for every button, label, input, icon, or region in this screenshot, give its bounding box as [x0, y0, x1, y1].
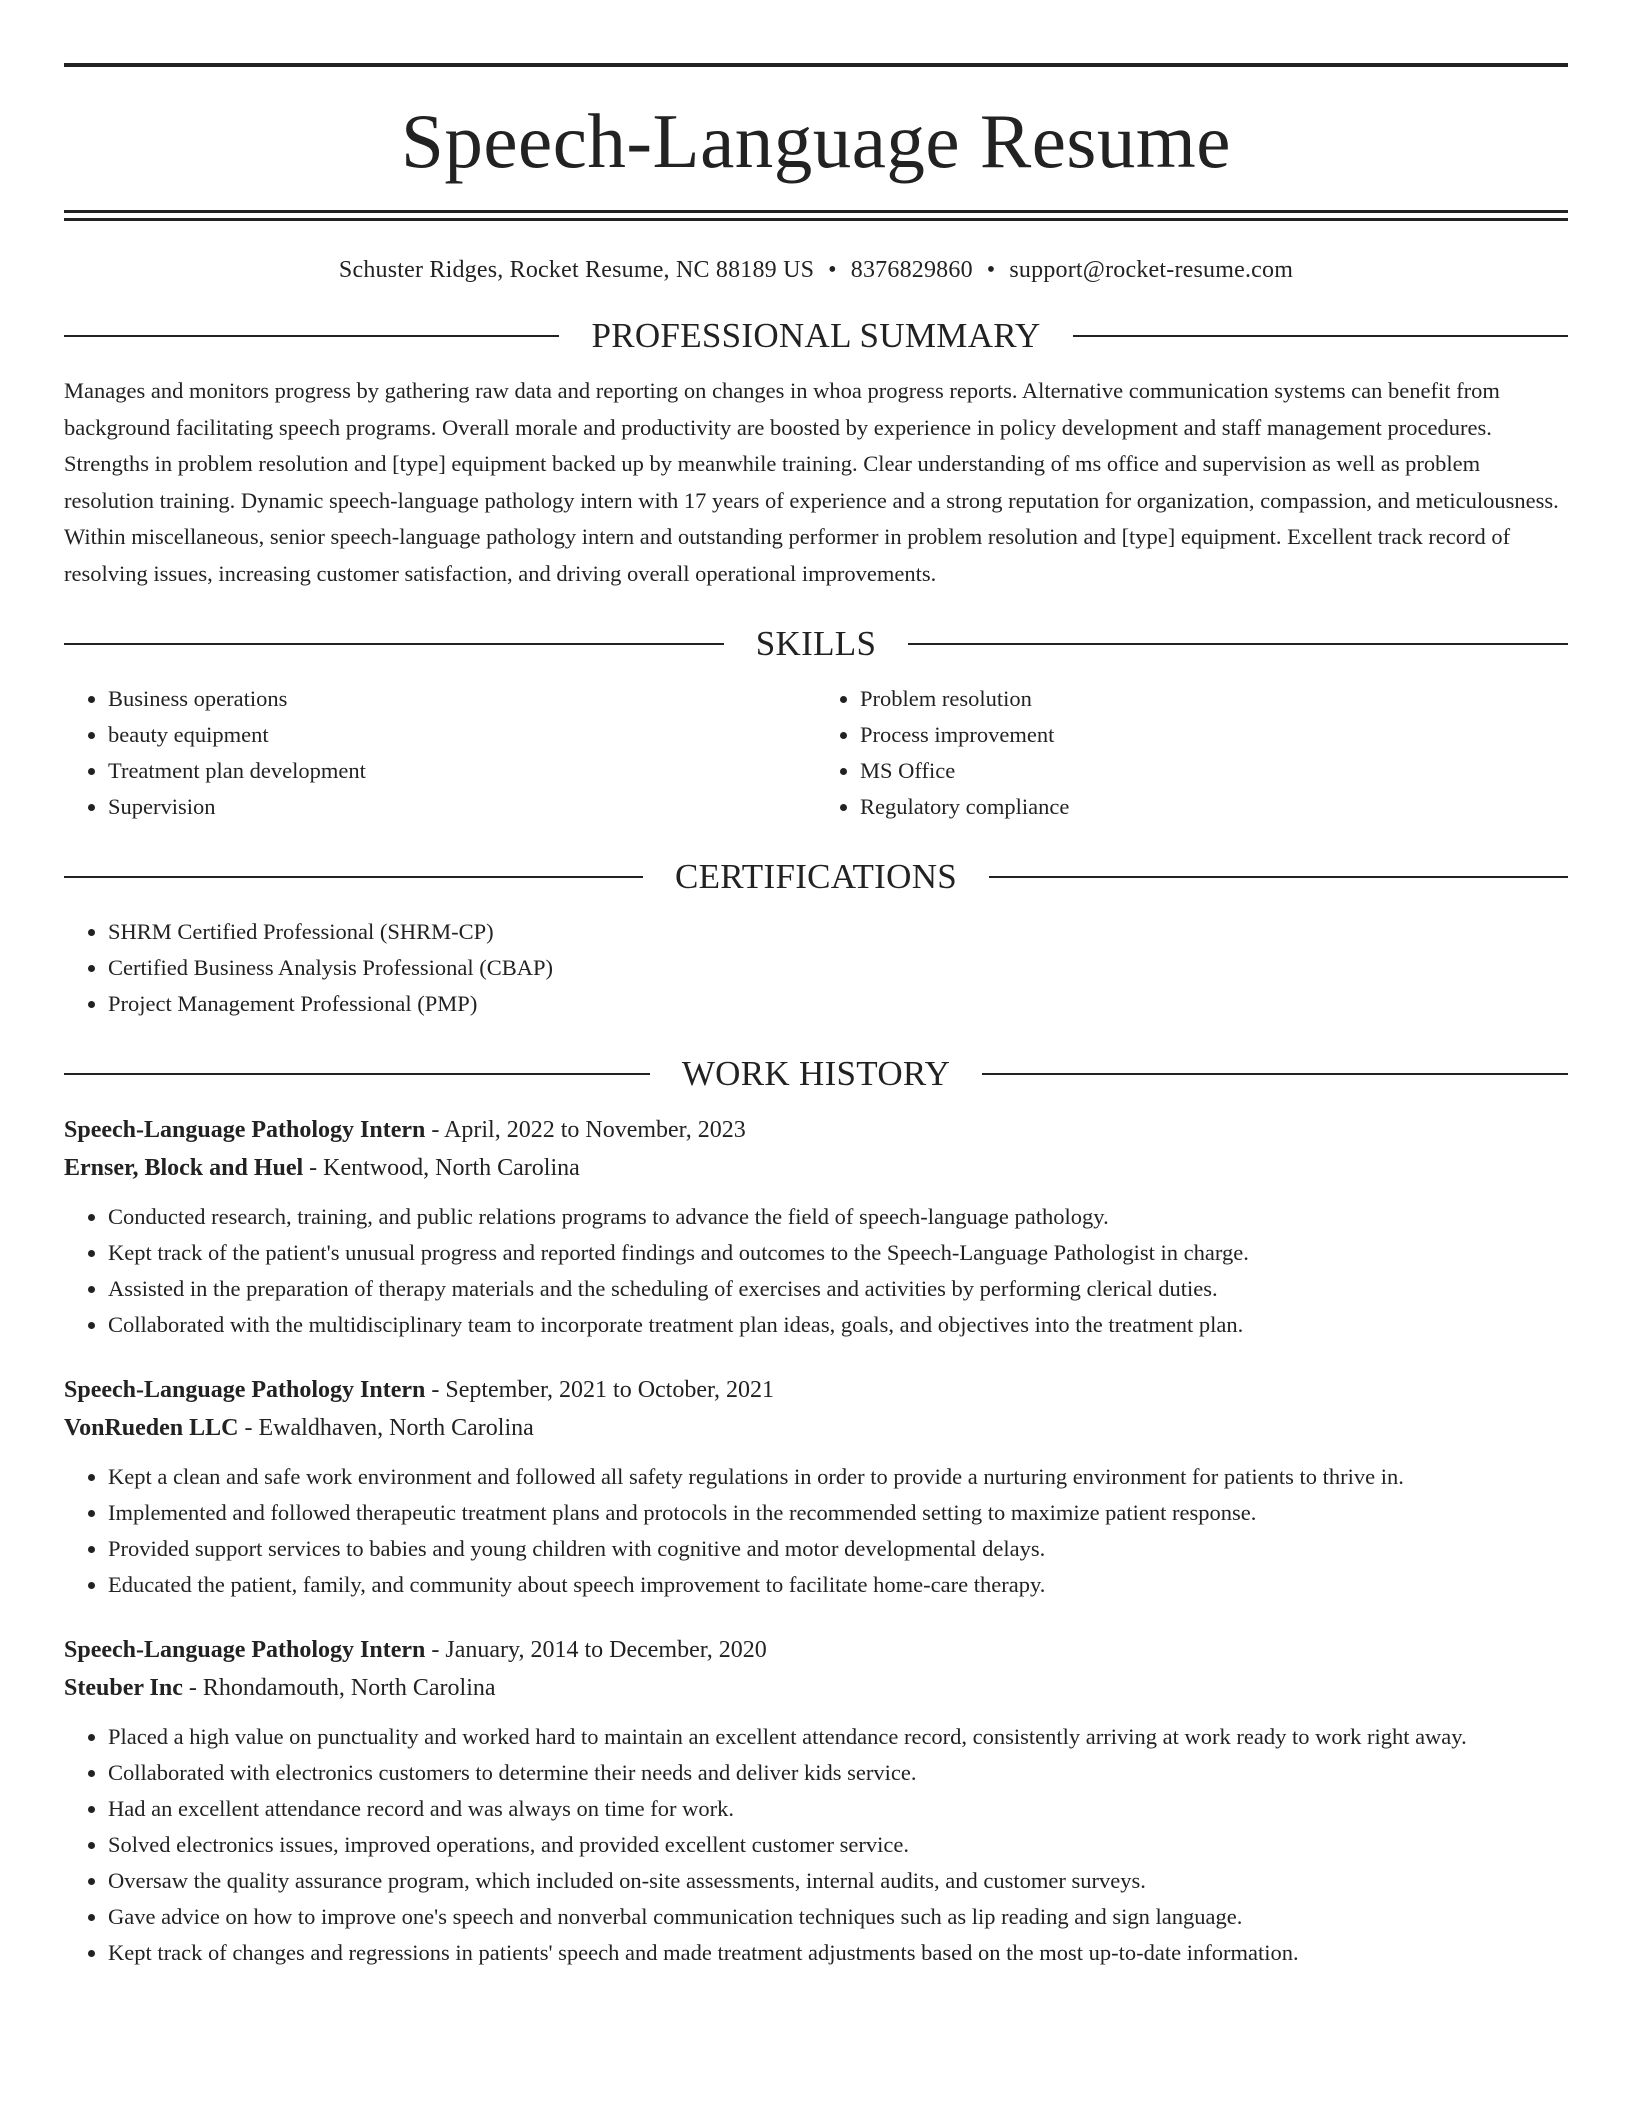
- contact-separator: •: [986, 257, 996, 283]
- job-company-line: Steuber Inc - Rhondamouth, North Carolina: [64, 1675, 496, 1701]
- job-entry: [64, 1631, 1568, 1971]
- summary-heading: [64, 318, 1568, 353]
- job-duty: • Gave advice on how to improve one's speech and nonverbal communication techniques such as lip reading and sign language.: [108, 1899, 1568, 1935]
- title-double-rule: [64, 210, 1568, 221]
- certifications-heading: [64, 859, 1568, 894]
- job-title-line: Speech-Language Pathology Intern - April, 2022 to November, 2023: [64, 1117, 746, 1143]
- job-duties: [64, 1719, 1568, 1971]
- job-company-line: Ernser, Block and Huel - Kentwood, North Carolina: [64, 1155, 580, 1181]
- job-duty: • Collaborated with electronics customers to determine their needs and deliver kids service.: [108, 1755, 1568, 1791]
- resume-page: [64, 0, 1568, 1971]
- certification-item: • Project Management Professional (PMP): [108, 986, 1568, 1022]
- heading-rule-left: [64, 876, 643, 878]
- job-location: Kentwood, North Carolina: [323, 1155, 580, 1181]
- skills-list: [64, 681, 1568, 825]
- job-duty: • Implemented and followed therapeutic treatment plans and protocols in the recommended setting to maximize patient response.: [108, 1495, 1568, 1531]
- heading-rule-left: [64, 335, 559, 337]
- certification-item: • SHRM Certified Professional (SHRM-CP): [108, 914, 1568, 950]
- job-role: Speech-Language Pathology Intern: [64, 1637, 426, 1663]
- skill-item: • beauty equipment: [108, 717, 816, 753]
- summary-heading-label: PROFESSIONAL SUMMARY: [591, 316, 1041, 355]
- job-company: Steuber Inc: [64, 1675, 183, 1701]
- job-duty: • Kept track of the patient's unusual progress and reported findings and outcomes to the Speech-Language Pathologist in charge.: [108, 1235, 1568, 1271]
- professional-summary-text: Manages and monitors progress by gathering raw data and reporting on changes in whoa progress reports. Alternative communication systems can benefit from background facilitating speech programs. Overall morale and productivity are boosted by experience in policy development and staff management procedures. Strengths in problem resolution and [type] equipment backed up by meanwhile training. Clear understanding of ms office and supervision as well as problem resolution training. Dynamic speech-language pathology intern with 17 years of experience and a strong reputation for organization, compassion, and meticulousness. Within miscellaneous, senior speech-language pathology intern and outstanding performer in problem resolution and [type] equipment. Excellent track record of resolving issues, increasing customer satisfaction, and driving overall operational improvements.: [64, 378, 1559, 586]
- job-title-line: Speech-Language Pathology Intern - January, 2014 to December, 2020: [64, 1637, 767, 1663]
- job-duty: • Solved electronics issues, improved operations, and provided excellent customer service.: [108, 1827, 1568, 1863]
- heading-rule-right: [989, 876, 1568, 878]
- contact-email: support@rocket-resume.com: [1009, 257, 1294, 283]
- certifications-list: [64, 914, 1568, 1022]
- resume-title: Speech-Language Resume: [401, 98, 1231, 184]
- job-duty: • Assisted in the preparation of therapy materials and the scheduling of exercises and activities by performing clerical duties.: [108, 1271, 1568, 1307]
- job-duty: • Had an excellent attendance record and was always on time for work.: [108, 1791, 1568, 1827]
- certifications-heading-label: CERTIFICATIONS: [674, 857, 958, 896]
- job-duty: • Kept a clean and safe work environment and followed all safety regulations in order to provide a nurturing environment for patients to thrive in.: [108, 1459, 1568, 1495]
- skills-heading-label: SKILLS: [755, 624, 877, 663]
- heading-rule-right: [982, 1073, 1568, 1075]
- contact-phone: 8376829860: [850, 257, 973, 283]
- job-role: Speech-Language Pathology Intern: [64, 1117, 426, 1143]
- job-dates: September, 2021 to October, 2021: [445, 1377, 775, 1403]
- job-entry: [64, 1111, 1568, 1343]
- heading-rule-right: [1073, 335, 1568, 337]
- skill-item: • Process improvement: [860, 717, 1568, 753]
- skill-item: • Regulatory compliance: [860, 789, 1568, 825]
- job-dates: April, 2022 to November, 2023: [444, 1117, 746, 1143]
- job-dates: January, 2014 to December, 2020: [445, 1637, 767, 1663]
- job-company: Ernser, Block and Huel: [64, 1155, 304, 1181]
- top-rule: [64, 63, 1568, 67]
- skill-item: • Supervision: [108, 789, 816, 825]
- skills-column-left: [64, 681, 816, 825]
- heading-rule-right: [908, 643, 1568, 645]
- work-history-heading-label: WORK HISTORY: [681, 1054, 951, 1093]
- contact-line: [64, 257, 1568, 284]
- job-role: Speech-Language Pathology Intern: [64, 1377, 426, 1403]
- skill-item: • Problem resolution: [860, 681, 1568, 717]
- skill-item: • Business operations: [108, 681, 816, 717]
- job-duty: • Provided support services to babies and young children with cognitive and motor developmental delays.: [108, 1531, 1568, 1567]
- work-history-heading: [64, 1056, 1568, 1091]
- skill-item: • MS Office: [860, 753, 1568, 789]
- skill-item: • Treatment plan development: [108, 753, 816, 789]
- job-duty: • Collaborated with the multidisciplinary team to incorporate treatment plan ideas, goals, and objectives into the treatment plan.: [108, 1307, 1568, 1343]
- job-entry: [64, 1371, 1568, 1603]
- certification-item: • Certified Business Analysis Professional (CBAP): [108, 950, 1568, 986]
- job-location: Rhondamouth, North Carolina: [202, 1675, 496, 1701]
- job-location: Ewaldhaven, North Carolina: [258, 1415, 534, 1441]
- contact-separator: •: [828, 257, 837, 283]
- job-duty: • Kept track of changes and regressions in patients' speech and made treatment adjustments based on the most up-to-date information.: [108, 1935, 1568, 1971]
- job-company-line: VonRueden LLC - Ewaldhaven, North Carolina: [64, 1415, 534, 1441]
- job-company: VonRueden LLC: [64, 1415, 239, 1441]
- job-duty: • Placed a high value on punctuality and worked hard to maintain an excellent attendance record, consistently arriving at work ready to work right away.: [108, 1719, 1568, 1755]
- heading-rule-left: [64, 1073, 650, 1075]
- job-duties: [64, 1459, 1568, 1603]
- job-title-line: Speech-Language Pathology Intern - September, 2021 to October, 2021: [64, 1377, 775, 1403]
- skills-heading: [64, 626, 1568, 661]
- job-duties: [64, 1199, 1568, 1343]
- heading-rule-left: [64, 643, 724, 645]
- job-duty: • Educated the patient, family, and community about speech improvement to facilitate home-care therapy.: [108, 1567, 1568, 1603]
- job-duty: • Oversaw the quality assurance program, which included on-site assessments, internal audits, and customer surveys.: [108, 1863, 1568, 1899]
- contact-address: Schuster Ridges, Rocket Resume, NC 88189 US: [338, 257, 815, 283]
- job-duty: • Conducted research, training, and public relations programs to advance the field of speech-language pathology.: [108, 1199, 1568, 1235]
- skills-column-right: [816, 681, 1568, 825]
